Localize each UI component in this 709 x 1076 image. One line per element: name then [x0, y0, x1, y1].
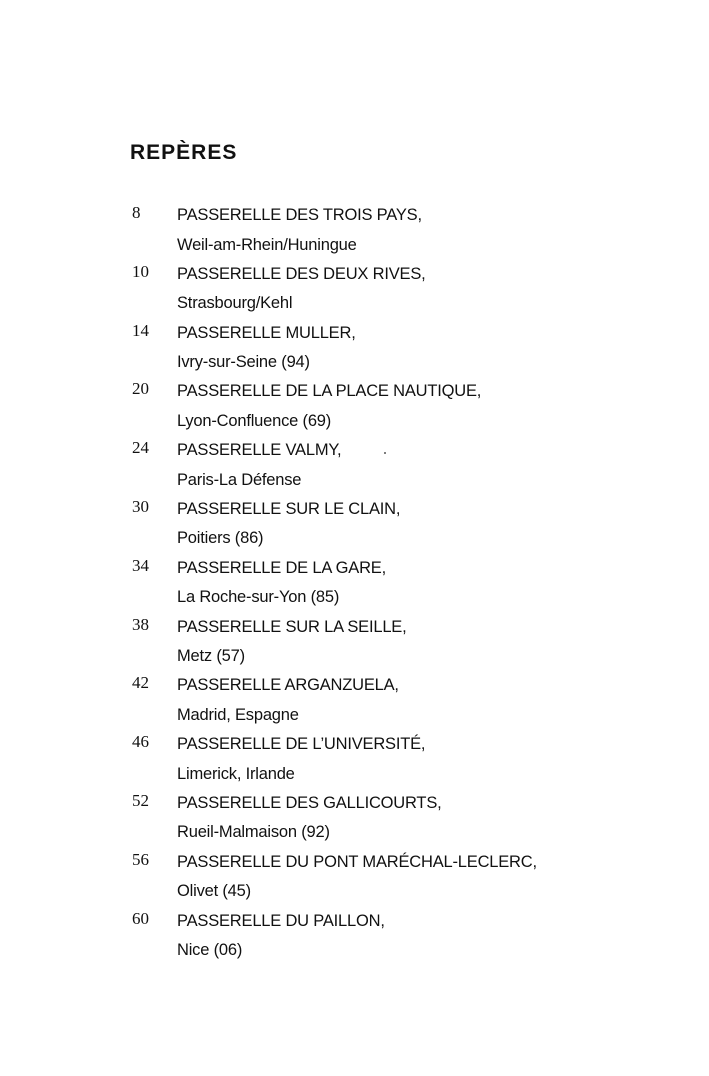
- toc-entry-title: PASSERELLE DES DEUX RIVES,: [177, 264, 426, 283]
- toc-entry-text: [177, 260, 426, 319]
- toc-entry-title: PASSERELLE DU PONT MARÉCHAL-LECLERC,: [177, 852, 537, 871]
- toc-page-number: 14: [132, 320, 149, 340]
- toc-entry-place: Lyon-Confluence (69): [177, 411, 332, 430]
- toc-page-number: 46: [132, 732, 149, 752]
- toc-entry-place: La Roche-sur-Yon (85): [177, 588, 340, 607]
- toc-page-number: 52: [132, 790, 149, 810]
- toc-entry: [132, 201, 672, 260]
- toc-entry-title: PASSERELLE DE L’UNIVERSITÉ,: [177, 735, 426, 754]
- toc-page-number: 24: [132, 438, 149, 458]
- toc-entry-text: [177, 495, 400, 554]
- toc-entry-title: PASSERELLE DES TROIS PAYS,: [177, 206, 422, 224]
- toc-page-number: 8: [132, 203, 141, 222]
- toc-entry-text: [177, 671, 399, 730]
- toc-entry: [132, 730, 672, 789]
- toc-entry-title: PASSERELLE SUR LE CLAIN,: [177, 499, 401, 518]
- toc-page-number: 34: [132, 555, 149, 575]
- toc-entry: [132, 848, 672, 907]
- toc-entry-title: PASSERELLE VALMY,: [177, 441, 342, 460]
- toc-entry: [132, 377, 672, 436]
- toc-entry-place: Nice (06): [177, 941, 243, 960]
- toc-entry-text: [177, 848, 537, 907]
- toc-entry-title: PASSERELLE ARGANZUELA,: [177, 676, 399, 695]
- toc-entry-place: Strasbourg/Kehl: [177, 294, 293, 313]
- toc-entry-title: PASSERELLE DE LA GARE,: [177, 558, 386, 577]
- toc-entry: [132, 671, 672, 730]
- toc-entry: [132, 319, 672, 378]
- toc-entry-text: [177, 730, 425, 789]
- toc-entry-text: [177, 201, 422, 260]
- toc-page-number: 38: [132, 614, 149, 634]
- toc-entry-text: [177, 377, 481, 436]
- table-of-contents: [132, 201, 672, 965]
- toc-entry-title: PASSERELLE DU PAILLON,: [177, 911, 385, 930]
- toc-entry: [132, 907, 672, 966]
- toc-entry: [132, 789, 672, 848]
- toc-page-number: 30: [132, 496, 149, 516]
- toc-entry: [132, 554, 672, 613]
- toc-entry-place: Paris-La Défense: [177, 470, 302, 489]
- toc-page-number: 60: [132, 908, 149, 928]
- toc-entry: [132, 613, 672, 672]
- toc-entry-text: [177, 907, 385, 966]
- toc-entry-title: PASSERELLE DE LA PLACE NAUTIQUE,: [177, 382, 482, 401]
- toc-page-number: 56: [132, 849, 149, 869]
- toc-entry-place: Ivry-sur-Seine (94): [177, 353, 310, 372]
- toc-entry-text: [177, 613, 406, 672]
- toc-entry-title: PASSERELLE DES GALLICOURTS,: [177, 793, 442, 812]
- toc-entry-title: PASSERELLE SUR LA SEILLE,: [177, 617, 407, 636]
- toc-entry: [132, 495, 672, 554]
- toc-entry-place: Madrid, Espagne: [177, 705, 299, 724]
- toc-entry-text: [177, 436, 341, 495]
- ink-speck: [384, 452, 386, 454]
- toc-entry-place: Weil-am-Rhein/Huningue: [177, 235, 357, 254]
- toc-entry: [132, 436, 672, 495]
- toc-entry-place: Poitiers (86): [177, 529, 264, 548]
- page-heading: REPÈRES: [130, 141, 238, 164]
- toc-entry-place: Rueil-Malmaison (92): [177, 823, 330, 842]
- toc-entry-place: Metz (57): [177, 647, 245, 666]
- toc-page-number: 42: [132, 673, 149, 693]
- toc-page-number: 20: [132, 379, 149, 399]
- toc-entry-text: [177, 554, 386, 613]
- toc-entry-place: Limerick, Irlande: [177, 764, 295, 783]
- toc-entry-text: [177, 319, 356, 378]
- toc-entry-place: Olivet (45): [177, 882, 251, 901]
- toc-entry: [132, 260, 672, 319]
- toc-entry-text: [177, 789, 442, 848]
- toc-page-number: 10: [132, 261, 149, 281]
- toc-entry-title: PASSERELLE MULLER,: [177, 323, 356, 342]
